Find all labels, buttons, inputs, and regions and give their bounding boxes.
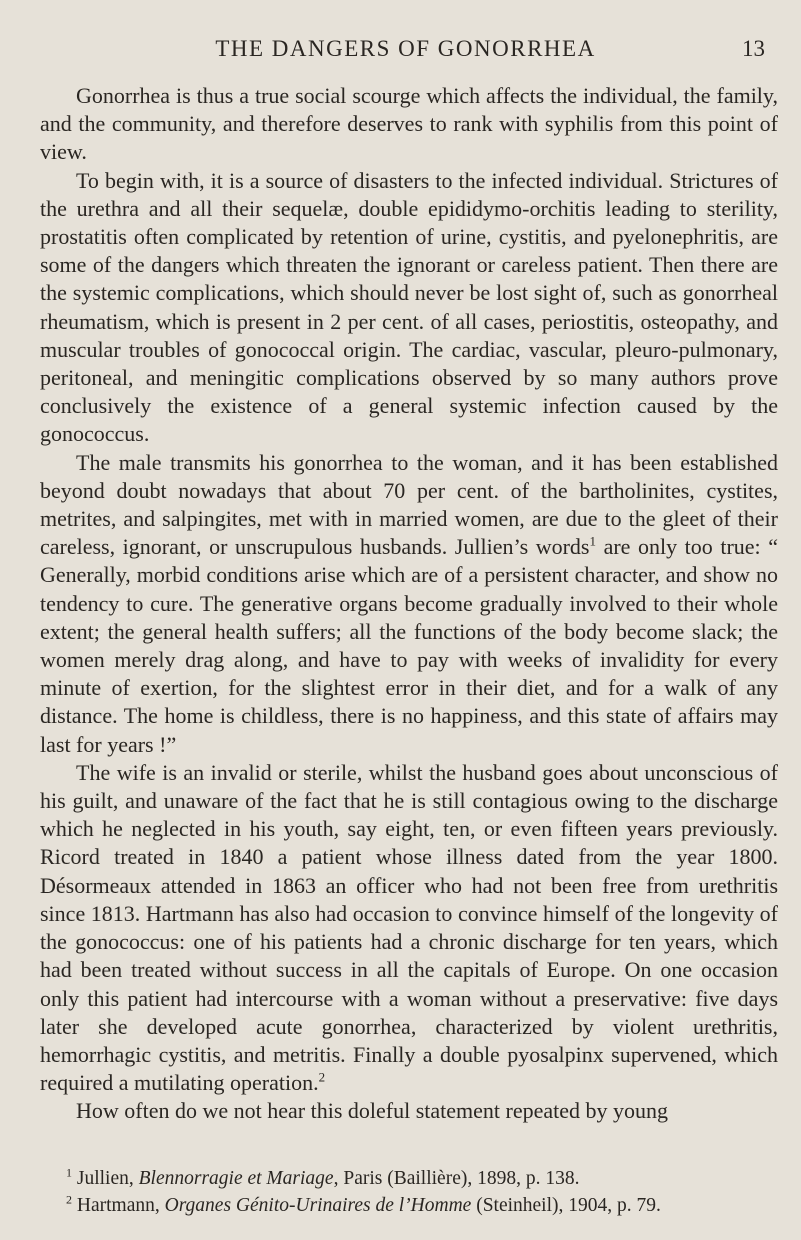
footnote-citation: , Paris (Baillière), 1898, p. 138. [333, 1168, 580, 1189]
footnote-1 [40, 1165, 778, 1192]
paragraph-3-text-b: are only too true: “ Generally, morbid conditions arise which are of a persistent character, and show no tendency to cure. The generative organs become gradually involved to their whole extent; the general health suffers; all the functions of the body become slack; the women merely drag along, and have to pay with weeks of invalidity for every minute of exertion, for the slightest error in their diet, and for a walk of any distance. The home is childless, there is no happiness, and this state of affairs may last for years !” [40, 534, 778, 757]
footnote-ref-1: 1 [589, 533, 596, 549]
running-head [40, 36, 771, 68]
footnote-marker: 1 [66, 1165, 72, 1180]
paragraph-4 [40, 759, 778, 1097]
body-text [40, 82, 778, 1126]
paragraph-5: How often do we not hear this doleful statement repeated by young [76, 1098, 669, 1124]
paragraph-3 [40, 449, 778, 759]
footnote-ref-2: 2 [318, 1069, 326, 1085]
paragraph-4-text: The wife is an invalid or sterile, whilst the husband goes about unconscious of his guilt, and unaware of the fact that he is still contagious owing to the discharge which he neglected in his youth, say eight, ten, or even fifteen years previously. Ricord treated in 1840 a patient whose illness dated from the year 1800. Désormeaux attended in 1863 an officer who had not been free from urethritis since 1813. Hartmann has also had occasion to convince himself of the longevity of the gonococcus: one of his patients had a chronic discharge for ten years, which had been treated without success in all the capitals of Europe. On one occasion only this patient had intercourse with a woman without a preservative: five days later she developed acute gonorrhea, characterized by violent urethritis, hemorrhagic cystitis, and metritis. Finally a double pyosalpinx supervened, which required a mutilating operation. [40, 759, 778, 1096]
running-head-title: THE DANGERS OF GONORRHEA [215, 36, 596, 61]
footnotes [40, 1165, 778, 1219]
footnote-work-title: Blennorragie et Mariage [138, 1168, 334, 1189]
page-number: 13 [742, 36, 765, 61]
footnote-work-title: Organes Génito-Urinaires de l’Homme [164, 1195, 472, 1216]
paragraph-2: To begin with, it is a source of disasters to the infected individual. Strictures of the urethra and all their sequelæ, double epididymo-orchitis leading to sterility, prostatitis often complicated by retention of urine, cystitis, and pyelonephritis, are some of the dangers which threaten the ignorant or careless patient. Then there are the systemic complications, which should never be lost sight of, such as gonorrheal rheumatism, which is present in 2 per cent. of all cases, periostitis, osteopathy, and muscular troubles of gonococcal origin. The cardiac, vascular, pleuro-pulmonary, peritoneal, and meningitic complications observed by so many authors prove conclusively the existence of a general systemic infection caused by the gonococcus. [40, 167, 778, 447]
footnote-marker: 2 [66, 1192, 72, 1207]
paragraph-1: Gonorrhea is thus a true social scourge which affects the individual, the family, and the community, and therefore deserves to rank with syphilis from this point of view. [40, 83, 778, 165]
footnote-author: Jullien, [76, 1168, 139, 1189]
paragraph-3-text-a: The male transmits his gonorrhea to the woman, and it has been established beyond doubt nowadays that about 70 per cent. of the bartholinites, cystites, metrites, and salpingites, met with in married women, are due to the gleet of their careless, ignorant, or unscrupulous husbands. Jullien’s words [40, 449, 778, 560]
footnote-2 [40, 1192, 778, 1219]
footnote-author: Hartmann, [76, 1195, 165, 1216]
footnote-citation: (Steinheil), 1904, p. 79. [471, 1195, 661, 1216]
